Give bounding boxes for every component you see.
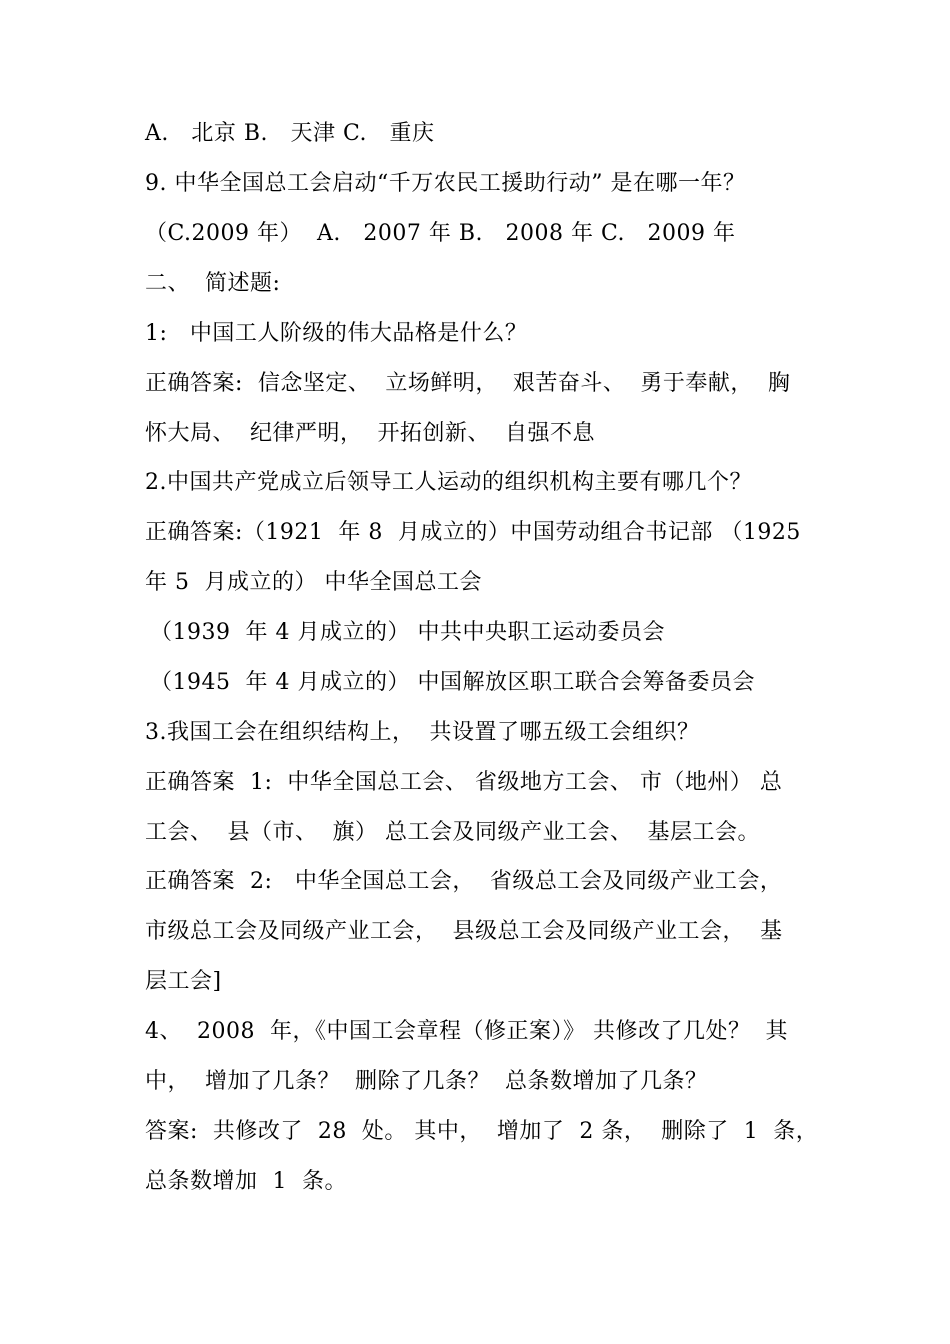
- section-heading: 二、 简述题:: [145, 271, 281, 296]
- answer-2-line-2: 年 5 月成立的） 中华全国总工会: [145, 570, 482, 595]
- answer-2-line-1: 正确答案:（1921 年 8 月成立的）中国劳动组合书记部 （1925: [145, 520, 801, 545]
- answer-1-line-1: 正确答案: 信念坚定、 立场鲜明， 艰苦奋斗、 勇于奉献， 胸: [145, 371, 791, 396]
- short-question-2: 2.中国共产党成立后领导工人运动的组织机构主要有哪几个？: [145, 470, 752, 495]
- answer-3b-line-2: 市级总工会及同级产业工会， 县级总工会及同级产业工会， 基: [145, 919, 783, 944]
- question-8-options: A. 北京 B. 天津 C. 重庆: [145, 121, 435, 146]
- answer-3a-line-2: 工会、 县（市、 旗） 总工会及同级产业工会、 基层工会。: [145, 820, 760, 845]
- short-question-3: 3.我国工会在组织结构上， 共设置了哪五级工会组织？: [145, 720, 700, 745]
- answer-3a-line-1: 正确答案 1: 中华全国总工会、 省级地方工会、 市（地州） 总: [145, 770, 783, 795]
- answer-4-line-1: 答案: 共修改了 28 处。 其中， 增加了 2 条， 删除了 1 条，: [145, 1119, 819, 1144]
- answer-3b-line-3: 层工会]: [145, 969, 222, 994]
- answer-1-line-2: 怀大局、 纪律严明， 开拓创新、 自强不息: [145, 421, 595, 446]
- question-9-text: 9. 中华全国总工会启动“千万农民工援助行动” 是在哪一年？: [145, 171, 746, 196]
- short-question-4-line-1: 4、 2008 年，《中国工会章程（修正案）》 共修改了几处？ 其: [145, 1019, 788, 1044]
- answer-3b-line-1: 正确答案 2: 中华全国总工会， 省级总工会及同级产业工会，: [145, 869, 783, 894]
- question-9-options: （C.2009 年） A. 2007 年 B. 2008 年 C. 2009 年: [145, 221, 736, 246]
- short-question-1: 1: 中国工人阶级的伟大品格是什么？: [145, 321, 528, 346]
- answer-2-line-3: （1939 年 4 月成立的） 中共中央职工运动委员会: [150, 620, 665, 645]
- short-question-4-line-2: 中， 增加了几条？ 删除了几条？ 总条数增加了几条？: [145, 1069, 708, 1094]
- answer-4-line-2: 总条数增加 1 条。: [145, 1169, 347, 1194]
- answer-2-line-4: （1945 年 4 月成立的） 中国解放区职工联合会筹备委员会: [150, 670, 755, 695]
